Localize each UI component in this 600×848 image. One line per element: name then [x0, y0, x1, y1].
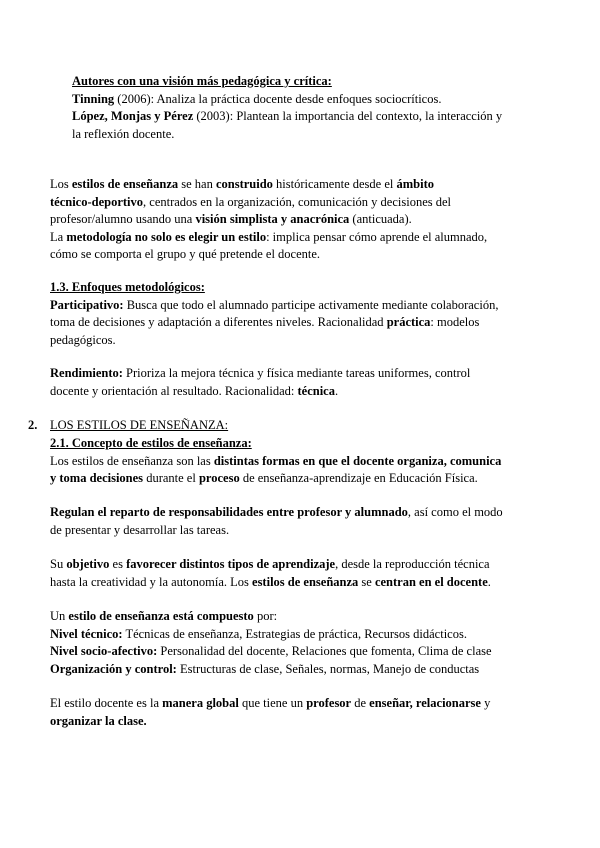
nivel-socio-afectivo-line: Nivel socio-afectivo: Personalidad del docente, Relaciones que fomenta, Clima de clase — [50, 644, 492, 658]
section2-heading: LOS ESTILOS DE ENSEÑANZA: — [50, 418, 229, 432]
intro-paragraph: Los estilos de enseñanza se han construido históricamente desde el ámbito técnico-deportivo, centrados en la organización, comunicación y decisiones del profesor/alumno usando una visión simplista y anacrónica (anticuada). La metodología no solo es elegir un estilo: implica pensar cómo aprende el alumnado, cómo se comporta el grupo y qué pretende el docente. — [50, 177, 488, 261]
authors-heading: Autores con una visión más pedagógica y crítica: — [72, 74, 332, 88]
lmp-line: López, Monjas y Pérez (2003): Plantean la importancia del contexto, la interacción y — [72, 109, 503, 123]
concepto-section: 2.1. Concepto de estilos de enseñanza: Los estilos de enseñanza son las distintas formas en que el docente organiza, comunica y toma decisiones durante el proceso de enseñanza-aprendizaje en Educación Física. — [50, 436, 502, 485]
participativo-line: Participativo: Busca que todo el alumnado participe activamente mediante colaboración, — [50, 297, 499, 312]
concepto-heading: 2.1. Concepto de estilos de enseñanza: — [50, 436, 252, 450]
composicion-section: Un estilo de enseñanza está compuesto por: Nivel técnico: Técnicas de enseñanza, Estrategias de práctica, Recursos didácticos. Nivel socio-afectivo: Personalidad del docente, Relaciones que fomenta, Clima de clase Organización y control: Estructuras de clase, Señales, normas, Manejo de conductas — [50, 608, 600, 678]
section-number: 2. — [28, 418, 38, 432]
estilo-global-paragraph: El estilo docente es la manera global que tiene un profesor de enseñar, relacionarse y organizar la clase. — [50, 696, 491, 728]
objetivo-paragraph: Su objetivo es favorecer distintos tipos de aprendizaje, desde la reproducción técnica hasta la creatividad y la autonomía. Los estilos de enseñanza se centran en el docente. — [50, 557, 491, 589]
nivel-tecnico-line: Nivel técnico: Técnicas de enseñanza, Estrategias de práctica, Recursos didácticos. — [50, 626, 467, 641]
rendimiento-section: Rendimiento: Prioriza la mejora técnica y física mediante tareas uniformes, control docente y orientación al resultado. Racionalidad: técnica. — [50, 365, 600, 400]
rendimiento-line: Rendimiento: Prioriza la mejora técnica y física mediante tareas uniformes, control — [50, 366, 471, 380]
tinning-line: Tinning (2006): Analiza la práctica docente desde enfoques sociocríticos. — [72, 91, 442, 106]
organizacion-control-line: Organización y control: Estructuras de clase, Señales, normas, Manejo de conductas — [50, 661, 480, 676]
authors-section: Autores con una visión más pedagógica y crítica: Tinning (2006): Analiza la práctica docente desde enfoques sociocríticos. López, Monjas y Pérez (2003): Plantean la importancia del contexto, la interacción y la reflexión docente. — [72, 73, 600, 143]
enfoques-heading: 1.3. Enfoques metodológicos: — [50, 280, 205, 294]
section2-title — [28, 417, 600, 435]
enfoques-section: 1.3. Enfoques metodológicos: Participativo: Busca que todo el alumnado participe activamente mediante colaboración, toma de decisiones y adaptación a diferentes niveles. Racionalidad práctica: modelos pedagógicos. — [50, 279, 600, 349]
regulan-paragraph: Regulan el reparto de responsabilidades entre profesor y alumnado, así como el modo de presentar y desarrollar las tareas. — [50, 505, 503, 537]
